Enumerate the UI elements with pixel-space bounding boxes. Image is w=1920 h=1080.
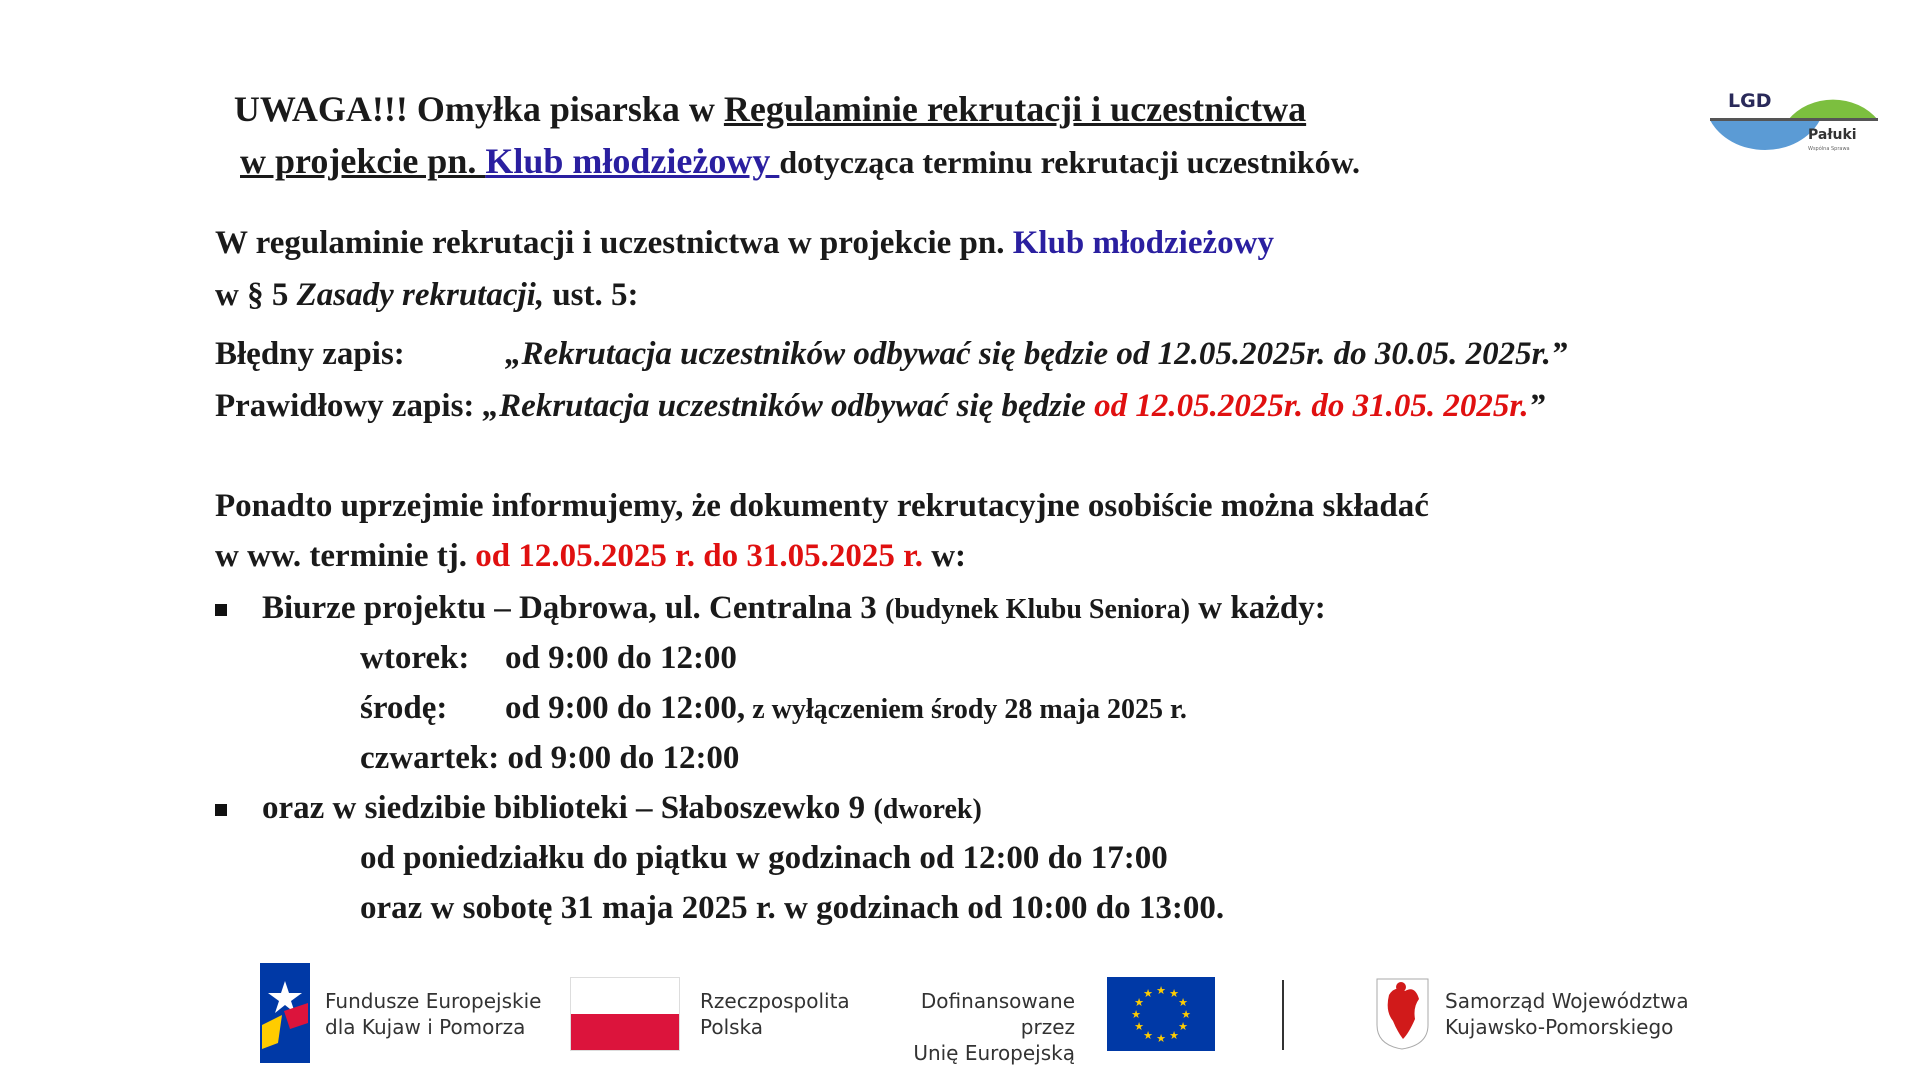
header-club-name: Klub młodzieżowy	[485, 141, 780, 181]
eu-line-2: Unię Europejską	[913, 1041, 1075, 1065]
fe-line-1: Fundusze Europejskie	[325, 989, 542, 1013]
day-wednesday-note: z wyłączeniem środy 28 maja 2025 r.	[745, 694, 1187, 725]
location2-weekdays: od poniedziałku do piątku w godzinach od 12:00 do 17:00	[360, 840, 1168, 876]
correct-line	[215, 388, 1545, 425]
intro-club-name: Klub młodzieżowy	[1012, 225, 1274, 261]
intro-line-1	[215, 225, 1274, 262]
svg-text:★: ★	[1134, 1020, 1144, 1033]
svg-text:★: ★	[1134, 996, 1144, 1009]
intro-prefix: W regulaminie rekrutacji i uczestnictwa w projekcie pn.	[215, 225, 1013, 261]
wrong-label: Błędny zapis:	[215, 336, 405, 372]
day-tuesday-label: wtorek:	[360, 640, 470, 676]
location1-main: Biurze projektu – Dąbrowa, ul. Centralna 3	[262, 590, 886, 626]
lgd-logo-graphic	[1700, 72, 1890, 172]
fe-line-2: dla Kujaw i Pomorza	[325, 1015, 526, 1039]
eu-line-1: Dofinansowane przez	[920, 989, 1075, 1039]
rp-line-2: Polska	[700, 1015, 764, 1039]
location2-building: (dworek)	[873, 794, 982, 825]
svg-text:★: ★	[1131, 1008, 1141, 1021]
bullet-icon	[215, 804, 227, 816]
intro-line-2	[215, 277, 639, 314]
day-thursday: czwartek: od 9:00 do 12:00	[360, 740, 740, 776]
info-line-1: Ponadto uprzejmie informujemy, że dokumenty rekrutacyjne osobiście można składać	[215, 488, 1429, 524]
svg-text:★: ★	[1156, 984, 1166, 997]
info-prefix: w ww. terminie tj.	[215, 538, 476, 574]
lgd-paluki-logo	[1700, 72, 1890, 172]
day-wednesday-line	[505, 690, 1187, 727]
correct-text-suffix: ”	[1528, 388, 1546, 424]
fundusze-europejskie-icon	[260, 963, 310, 1063]
wrong-text: „Rekrutacja uczestników odbywać się będzie od 12.05.2025r. do 30.05. 2025r.”	[505, 336, 1568, 372]
svg-text:★: ★	[1143, 987, 1153, 1000]
svg-text:★: ★	[1178, 1020, 1188, 1033]
rp-text	[700, 988, 850, 1040]
lgd-text: LGD	[1728, 90, 1772, 112]
svg-text:★: ★	[1169, 987, 1179, 1000]
lgd-tagline: Wspólna Sprawa	[1808, 146, 1850, 152]
day-tuesday-hours: od 9:00 do 12:00	[505, 640, 737, 676]
intro-clause: ust. 5:	[544, 277, 639, 313]
location1-building: (budynek Klubu Seniora)	[885, 594, 1191, 625]
footer-divider	[1282, 980, 1284, 1050]
location1-heading	[262, 590, 1326, 627]
polish-flag-icon	[570, 977, 680, 1051]
correct-text-prefix: „Rekrutacja uczestników odbywać się będzie	[482, 388, 1095, 424]
intro-paragraph: w § 5	[215, 277, 297, 313]
header-project: w projekcie pn.	[240, 141, 486, 181]
info-suffix: w:	[922, 538, 967, 574]
footer-logos	[215, 955, 1715, 1065]
header-line-2	[0, 140, 1600, 182]
location2-main: oraz w siedzibie biblioteki – Słaboszewko 9	[262, 790, 874, 826]
location2-saturday: oraz w sobotę 31 maja 2025 r. w godzinach od 10:00 do 13:00.	[360, 890, 1225, 926]
intro-rules-title: Zasady rekrutacji,	[296, 277, 545, 313]
location2-heading	[262, 790, 982, 827]
day-wednesday-hours: od 9:00 do 12:00,	[505, 690, 746, 726]
header-regulation-link: Regulaminie rekrutacji i uczestnictwa	[723, 89, 1307, 129]
rp-line-1: Rzeczpospolita	[700, 989, 850, 1013]
header-prefix: UWAGA!!! Omyłka pisarska w	[233, 89, 724, 129]
header-suffix: dotycząca terminu rekrutacji uczestników.	[779, 144, 1360, 180]
sw-text	[1445, 988, 1689, 1040]
correct-dates: od 12.05.2025r. do 31.05. 2025r.	[1094, 388, 1529, 424]
day-wednesday-label: środę:	[360, 690, 448, 726]
location1-suffix: w każdy:	[1190, 590, 1326, 626]
sw-line-1: Samorząd Województwa	[1445, 989, 1689, 1013]
svg-text:★: ★	[1143, 1029, 1153, 1042]
fe-text	[325, 988, 541, 1040]
header-line-1	[0, 88, 1540, 130]
griffin-coat-of-arms-icon	[1375, 977, 1430, 1051]
correct-label: Prawidłowy zapis:	[215, 388, 483, 424]
info-dates: od 12.05.2025 r. do 31.05.2025 r.	[475, 538, 923, 574]
sw-line-2: Kujawsko-Pomorskiego	[1445, 1015, 1674, 1039]
svg-text:★: ★	[1178, 996, 1188, 1009]
svg-text:★: ★	[1169, 1029, 1179, 1042]
eu-flag-icon	[1107, 977, 1215, 1051]
bullet-icon	[215, 604, 227, 616]
info-line-2	[215, 538, 966, 575]
eu-text	[885, 988, 1075, 1066]
paluki-text: Pałuki	[1808, 127, 1857, 143]
svg-text:★: ★	[1156, 1032, 1166, 1045]
svg-text:★: ★	[1181, 1008, 1191, 1021]
